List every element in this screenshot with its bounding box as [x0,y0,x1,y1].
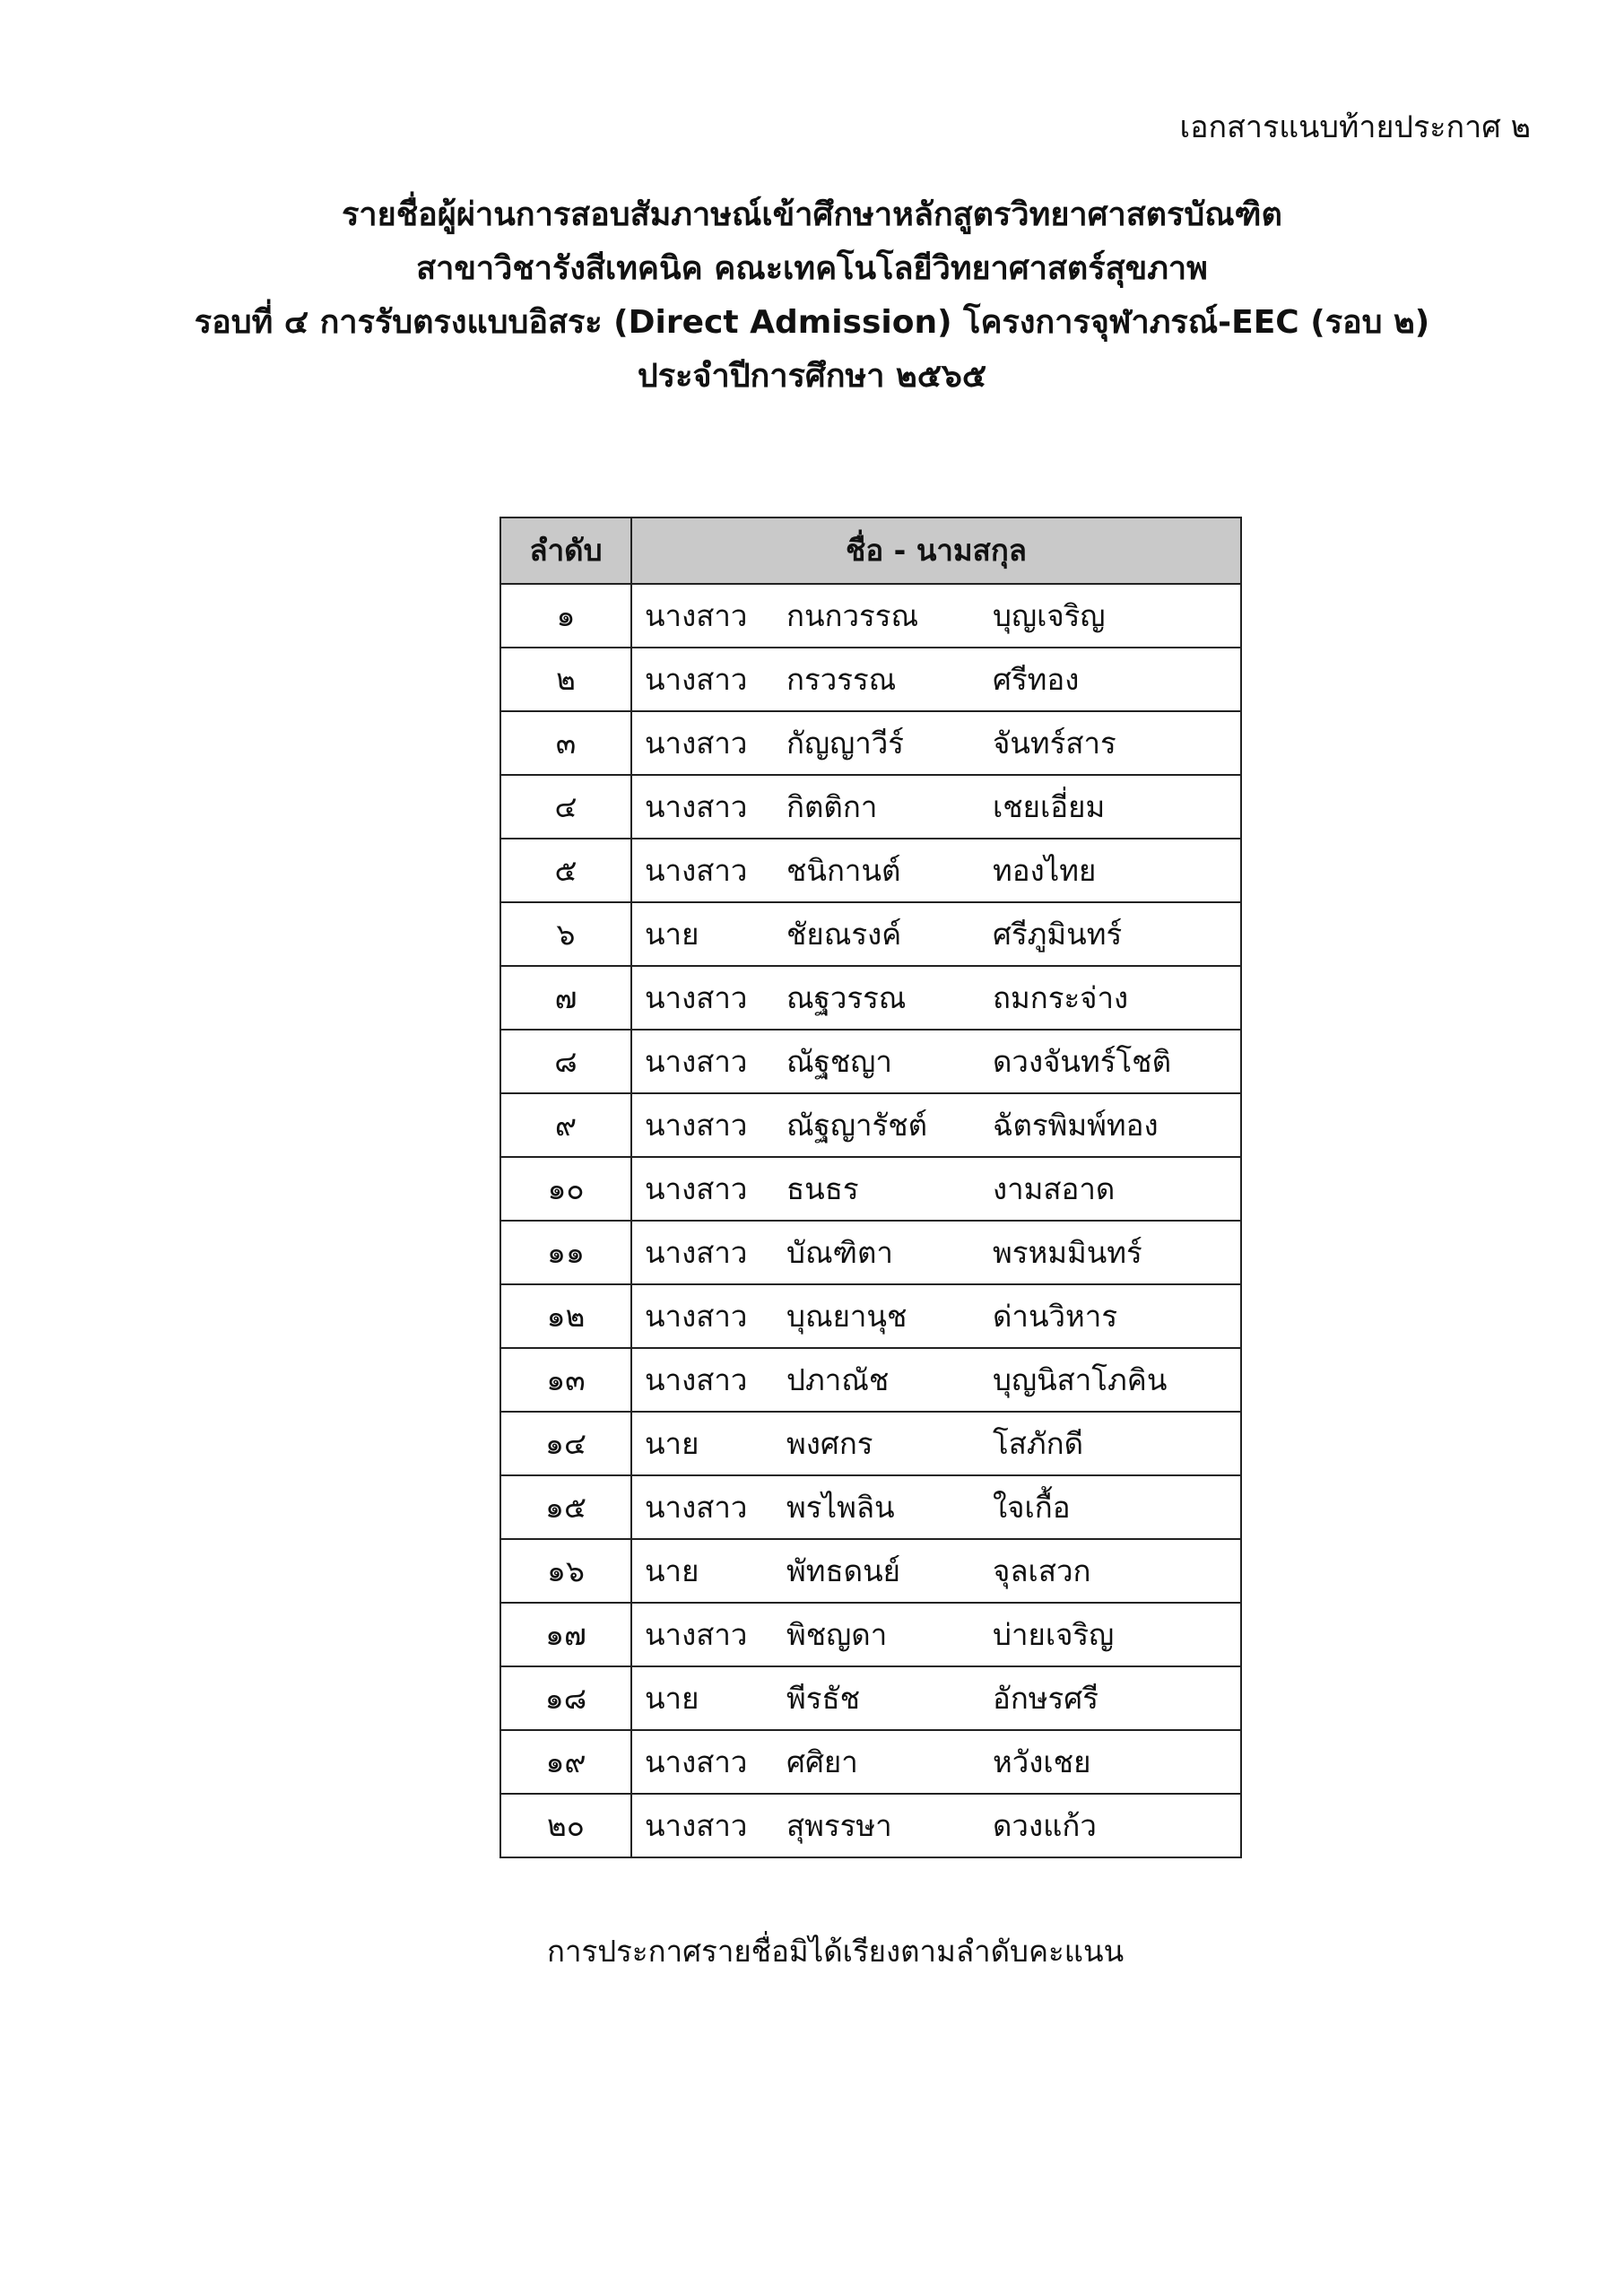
row-full-name [631,1475,1241,1539]
first-name: ณัฐชญา [786,1044,892,1080]
row-full-name [631,1603,1241,1666]
name-title: นางสาว [645,1235,748,1271]
first-name: พิชญดา [786,1617,888,1653]
row-order-number: ๑๙ [500,1730,631,1794]
name-title: นางสาว [645,1044,748,1080]
row-full-name [631,1794,1241,1857]
footnote: การประกาศรายชื่อมิได้เรียงตามลำดับคะแนน [547,1934,1125,1969]
row-order-number: ๖ [500,902,631,966]
table-row [500,1157,1241,1221]
table-row [500,1603,1241,1666]
last-name: หวังเชย [993,1744,1091,1780]
heading-line-3: รอบที่ ๔ การรับตรงแบบอิสระ (Direct Admission) โครงการจุฬาภรณ์-EEC (รอบ ๒) [194,304,1430,341]
name-title: นางสาว [645,980,748,1016]
name-title: นางสาว [645,1490,748,1526]
last-name: ใจเกื้อ [993,1490,1071,1526]
first-name: ธนธร [786,1171,859,1207]
row-full-name [631,902,1241,966]
table-row [500,1093,1241,1157]
row-full-name [631,1730,1241,1794]
row-order-number: ๑ [500,584,631,648]
table-row [500,966,1241,1030]
first-name: ชนิกานต์ [786,853,901,889]
table-row [500,839,1241,902]
name-title: นางสาว [645,789,748,825]
first-name: บุณยานุช [786,1299,908,1335]
table-row [500,1412,1241,1475]
row-order-number: ๔ [500,775,631,839]
name-title: นางสาว [645,726,748,761]
table-row [500,1539,1241,1603]
table-row [500,1284,1241,1348]
row-order-number: ๑๐ [500,1157,631,1221]
first-name: พีรธัช [786,1681,861,1717]
name-title: นางสาว [645,1108,748,1144]
name-title: นางสาว [645,853,748,889]
last-name: จันทร์สาร [993,726,1116,761]
name-title: นางสาว [645,1362,748,1398]
row-full-name [631,1348,1241,1412]
table-row [500,1030,1241,1093]
first-name: พัทธดนย์ [786,1553,900,1589]
last-name: บ่ายเจริญ [993,1617,1115,1653]
last-name: ด่านวิหาร [993,1299,1118,1335]
row-order-number: ๓ [500,711,631,775]
first-name: พรไพลิน [786,1490,895,1526]
row-order-number: ๘ [500,1030,631,1093]
row-full-name [631,775,1241,839]
row-order-number: ๑๔ [500,1412,631,1475]
applicant-table [499,517,1242,1858]
table-row [500,1666,1241,1730]
heading-line-4: ประจำปีการศึกษา ๒๕๖๕ [637,358,987,395]
last-name: ทองไทย [993,853,1097,889]
heading-line-1: รายชื่อผู้ผ่านการสอบสัมภาษณ์เข้าศึกษาหลักสูตรวิทยาศาสตรบัณฑิต [342,196,1282,233]
first-name: กรวรรณ [786,662,897,698]
table-row [500,1794,1241,1857]
first-name: ปภาณัช [786,1362,890,1398]
last-name: ศรีทอง [993,662,1080,698]
last-name: อักษรศรี [993,1681,1099,1717]
name-title: นางสาว [645,1808,748,1844]
column-header-name: ชื่อ - นามสกุล [631,517,1241,584]
row-order-number: ๑๖ [500,1539,631,1603]
row-full-name [631,584,1241,648]
last-name: เชยเอี่ยม [993,789,1106,825]
name-title: นางสาว [645,662,748,698]
table-row [500,648,1241,711]
row-full-name [631,1666,1241,1730]
first-name: สุพรรษา [786,1808,892,1844]
name-title: นาย [645,1681,699,1717]
first-name: พงศกร [786,1426,873,1462]
last-name: บุญนิสาโภคิน [993,1362,1168,1398]
first-name: ศศิยา [786,1744,858,1780]
row-full-name [631,1157,1241,1221]
last-name: พรหมมินทร์ [993,1235,1142,1271]
table-row [500,1348,1241,1412]
row-order-number: ๗ [500,966,631,1030]
row-order-number: ๑๗ [500,1603,631,1666]
table-row [500,1730,1241,1794]
last-name: ศรีภูมินทร์ [993,917,1123,952]
table-row [500,902,1241,966]
row-order-number: ๑๓ [500,1348,631,1412]
name-title: นาย [645,1553,699,1589]
table-header-row [500,517,1241,584]
row-full-name [631,1221,1241,1284]
name-title: นางสาว [645,1171,748,1207]
row-full-name [631,1412,1241,1475]
row-full-name [631,1093,1241,1157]
row-order-number: ๑๒ [500,1284,631,1348]
table-row [500,711,1241,775]
last-name: ถมกระจ่าง [993,980,1129,1016]
row-full-name [631,1539,1241,1603]
first-name: ชัยณรงค์ [786,917,902,952]
first-name: ณัฐญารัชต์ [786,1108,928,1144]
first-name: กิตติกา [786,789,878,825]
row-full-name [631,711,1241,775]
name-title: นางสาว [645,1299,748,1335]
row-order-number: ๕ [500,839,631,902]
row-order-number: ๒ [500,648,631,711]
row-order-number: ๑๑ [500,1221,631,1284]
table-row [500,584,1241,648]
name-title: นางสาว [645,1617,748,1653]
row-full-name [631,966,1241,1030]
row-order-number: ๙ [500,1093,631,1157]
last-name: งามสอาด [993,1171,1116,1207]
last-name: ดวงจันทร์โชติ [993,1044,1171,1080]
table-row [500,775,1241,839]
first-name: ณฐวรรณ [786,980,907,1016]
row-order-number: ๑๕ [500,1475,631,1539]
last-name: บุญเจริญ [993,598,1106,634]
name-title: นางสาว [645,598,748,634]
row-full-name [631,1284,1241,1348]
first-name: บัณฑิตา [786,1235,893,1271]
row-order-number: ๒๐ [500,1794,631,1857]
last-name: ดวงแก้ว [993,1808,1097,1844]
name-title: นางสาว [645,1744,748,1780]
document-reference: เอกสารแนบท้ายประกาศ ๒ [1179,109,1531,145]
name-title: นาย [645,917,699,952]
row-full-name [631,1030,1241,1093]
heading-line-2: สาขาวิชารังสีเทคนิค คณะเทคโนโลยีวิทยาศาสตร์สุขภาพ [416,250,1208,287]
table-body [500,584,1241,1857]
column-header-order: ลำดับ [500,517,631,584]
last-name: โสภักดี [993,1426,1084,1462]
row-order-number: ๑๘ [500,1666,631,1730]
document-heading [0,188,1624,404]
row-full-name [631,839,1241,902]
first-name: กัญญาวีร์ [786,726,905,761]
table-row [500,1475,1241,1539]
table-row [500,1221,1241,1284]
row-full-name [631,648,1241,711]
last-name: ฉัตรพิมพ์ทอง [993,1108,1159,1144]
last-name: จุลเสวก [993,1553,1091,1589]
first-name: กนกวรรณ [786,598,919,634]
name-title: นาย [645,1426,699,1462]
